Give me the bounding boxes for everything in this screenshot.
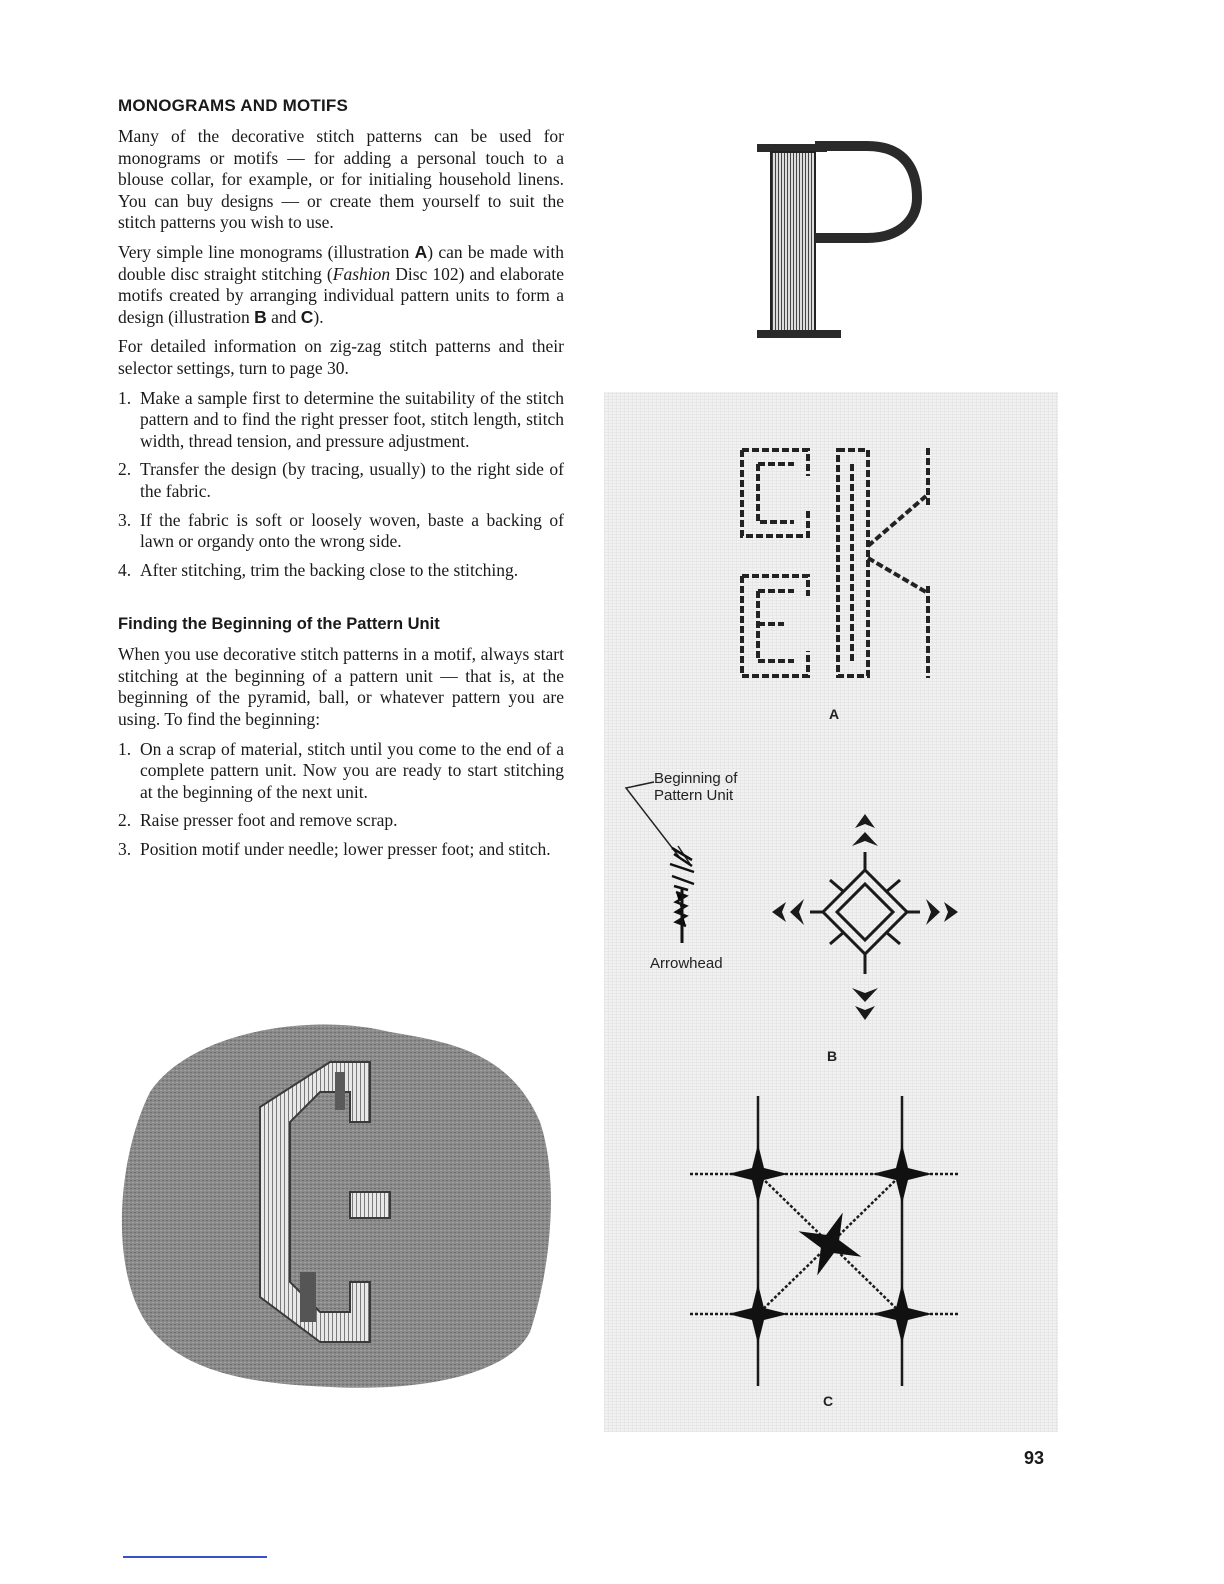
figure-b-arrowhead-motif	[770, 812, 960, 1022]
intro-paragraph-3: For detailed information on zig-zag stitch patterns and their selector settings, turn to page 30.	[118, 336, 564, 378]
page-number: 93	[1024, 1448, 1045, 1468]
intro-paragraph-2: Very simple line monograms (illustration A) can be made with double disc straight stitching (Fashion Disc 102) and elaborate motifs created by arranging individual pattern units to form a design (illustration B and C).	[118, 241, 565, 327]
list-item: 4. After stitching, trim the backing close to the stitching.	[118, 559, 519, 580]
list-item: 2. Transfer the design (by tracing, usually) to the right side of the fabric.	[118, 459, 564, 501]
list-item: 3. Position motif under needle; lower presser foot; and stitch.	[118, 839, 551, 860]
figure-a-line-monogram	[738, 446, 938, 686]
intro-paragraph-1: Many of the decorative stitch patterns can be used for monograms or motifs — for adding a personal touch to a blouse collar, for example, or for initialing household linens. You can buy designs — or create them yourself to suit the stitch patterns you wish to use.	[118, 126, 564, 233]
sub-paragraph: When you use decorative stitch patterns in a motif, always start stitching at the beginning of a pattern unit — that is, at the beginning of the pyramid, ball, or whatever pattern you are using. To find the beginning:	[118, 644, 564, 730]
text-column	[118, 96, 564, 868]
footer-rule	[123, 1556, 267, 1558]
preparation-steps	[118, 388, 564, 582]
figure-c-label: C	[823, 1393, 834, 1409]
list-item: 3. If the fabric is soft or loosely woven, baste a backing of lawn or organdy onto the wrong side.	[118, 509, 564, 552]
list-item: 1. On a scrap of material, stitch until you come to the end of a complete pattern unit. Now you are ready to start stitching at the beginning of the next unit.	[118, 738, 564, 802]
figure-a-label: A	[829, 706, 840, 722]
pattern-unit-steps	[118, 739, 564, 861]
figure-b-label: B	[827, 1048, 838, 1064]
figure-c-star-motif	[690, 1096, 960, 1396]
section-heading: MONOGRAMS AND MOTIFS	[118, 96, 349, 115]
arrowhead-callout: Arrowhead	[650, 955, 723, 972]
sub-heading: Finding the Beginning of the Pattern Unit	[118, 615, 440, 634]
list-item: 1. Make a sample first to determine the suitability of the stitch pattern and to find the right presser foot, stitch length, stitch width, thread tension, and pressure adjustment.	[118, 387, 564, 451]
fabric-monogram-photo	[110, 1012, 550, 1392]
arrowhead-stitch-sample	[622, 778, 682, 948]
p-monogram-illustration	[757, 142, 927, 342]
beginning-callout: Beginning of Pattern Unit	[654, 770, 738, 804]
list-item: 2. Raise presser foot and remove scrap.	[118, 810, 398, 831]
